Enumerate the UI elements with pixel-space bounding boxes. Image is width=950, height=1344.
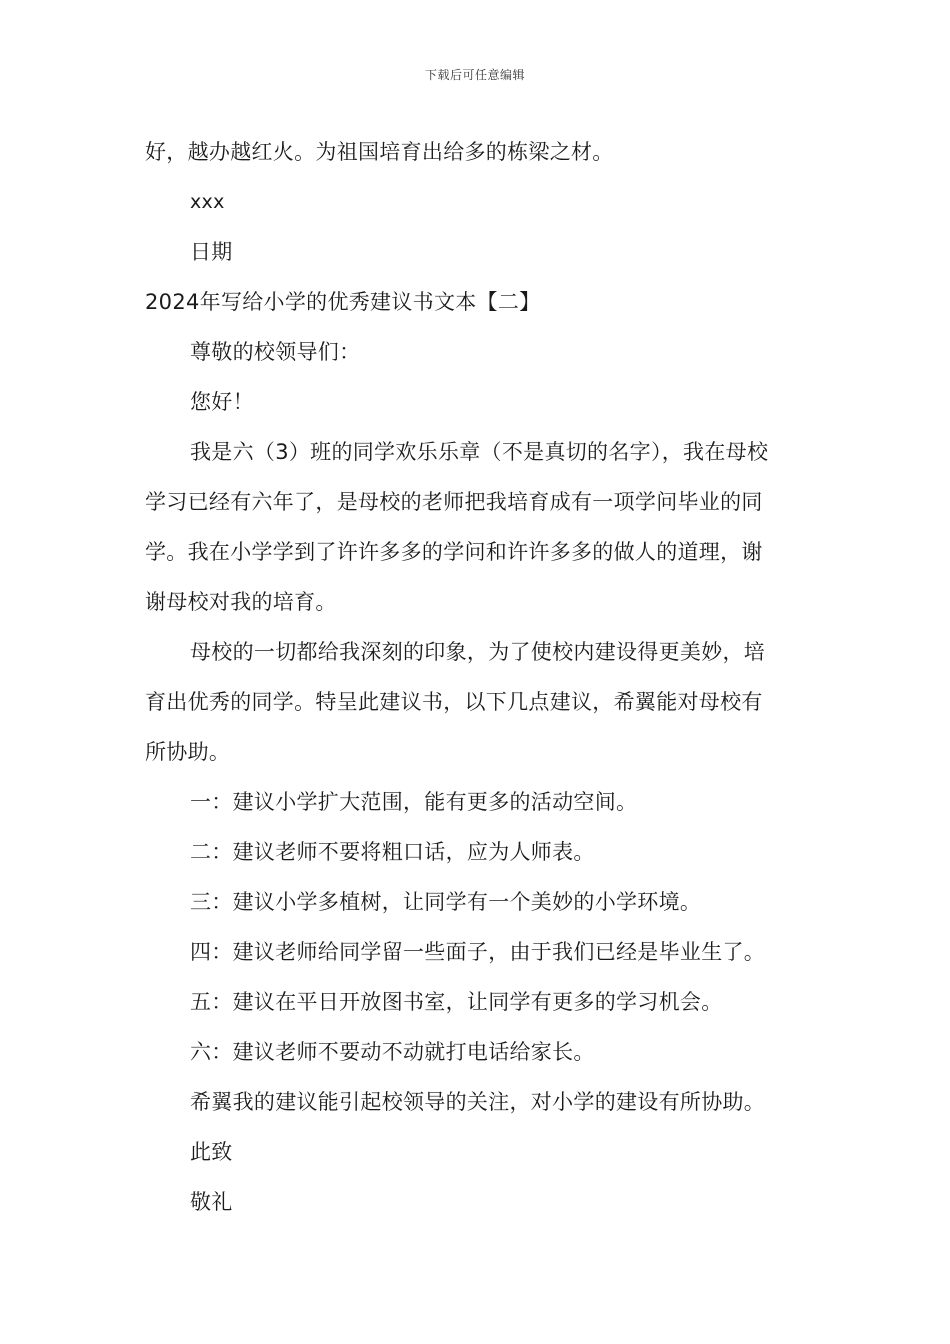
page-header-note: 下载后可任意编辑 [424, 68, 525, 82]
salutation: 尊敬的校领导们： [190, 340, 361, 364]
paragraph-1-line-4: 谢母校对我的培育。 [145, 590, 337, 614]
suggestion-2: 二：建议老师不要将粗口话，应为人师表。 [190, 840, 595, 864]
closing-paragraph: 希翼我的建议能引起校领导的关注，对小学的建设有所协助。 [190, 1090, 766, 1114]
closing-regards: 敬礼 [190, 1190, 233, 1214]
suggestion-5: 五：建议在平日开放图书室，让同学有更多的学习机会。 [190, 990, 723, 1014]
text-line-continuation: 好，越办越红火。为祖国培育出给多的栋梁之材。 [145, 140, 614, 164]
paragraph-2-line-1: 母校的一切都给我深刻的印象，为了使校内建设得更美妙，培 [190, 640, 766, 664]
suggestion-6: 六：建议老师不要动不动就打电话给家长。 [190, 1040, 595, 1064]
section-title: 2024年写给小学的优秀建议书文本【二】 [145, 290, 541, 314]
paragraph-1-line-3: 学。我在小学学到了许许多多的学问和许许多多的做人的道理，谢 [145, 540, 763, 564]
paragraph-1-line-2: 学习已经有六年了，是母校的老师把我培育成有一项学问毕业的同 [145, 490, 763, 514]
paragraph-1-line-1: 我是六（3）班的同学欢乐乐章（不是真切的名字），我在母校 [190, 440, 769, 464]
paragraph-2-line-2: 育出优秀的同学。特呈此建议书，以下几点建议，希翼能对母校有 [145, 690, 763, 714]
signature-date: 日期 [190, 240, 233, 264]
suggestion-3: 三：建议小学多植树，让同学有一个美妙的小学环境。 [190, 890, 702, 914]
document-body [145, 127, 809, 1227]
paragraph-2-line-3: 所协助。 [145, 740, 231, 764]
signature-name: xxx [190, 191, 225, 213]
suggestion-4: 四：建议老师给同学留一些面子，由于我们已经是毕业生了。 [190, 940, 766, 964]
greeting: 您好！ [190, 390, 254, 414]
closing-salutation: 此致 [190, 1140, 233, 1164]
suggestion-1: 一：建议小学扩大范围，能有更多的活动空间。 [190, 790, 638, 814]
